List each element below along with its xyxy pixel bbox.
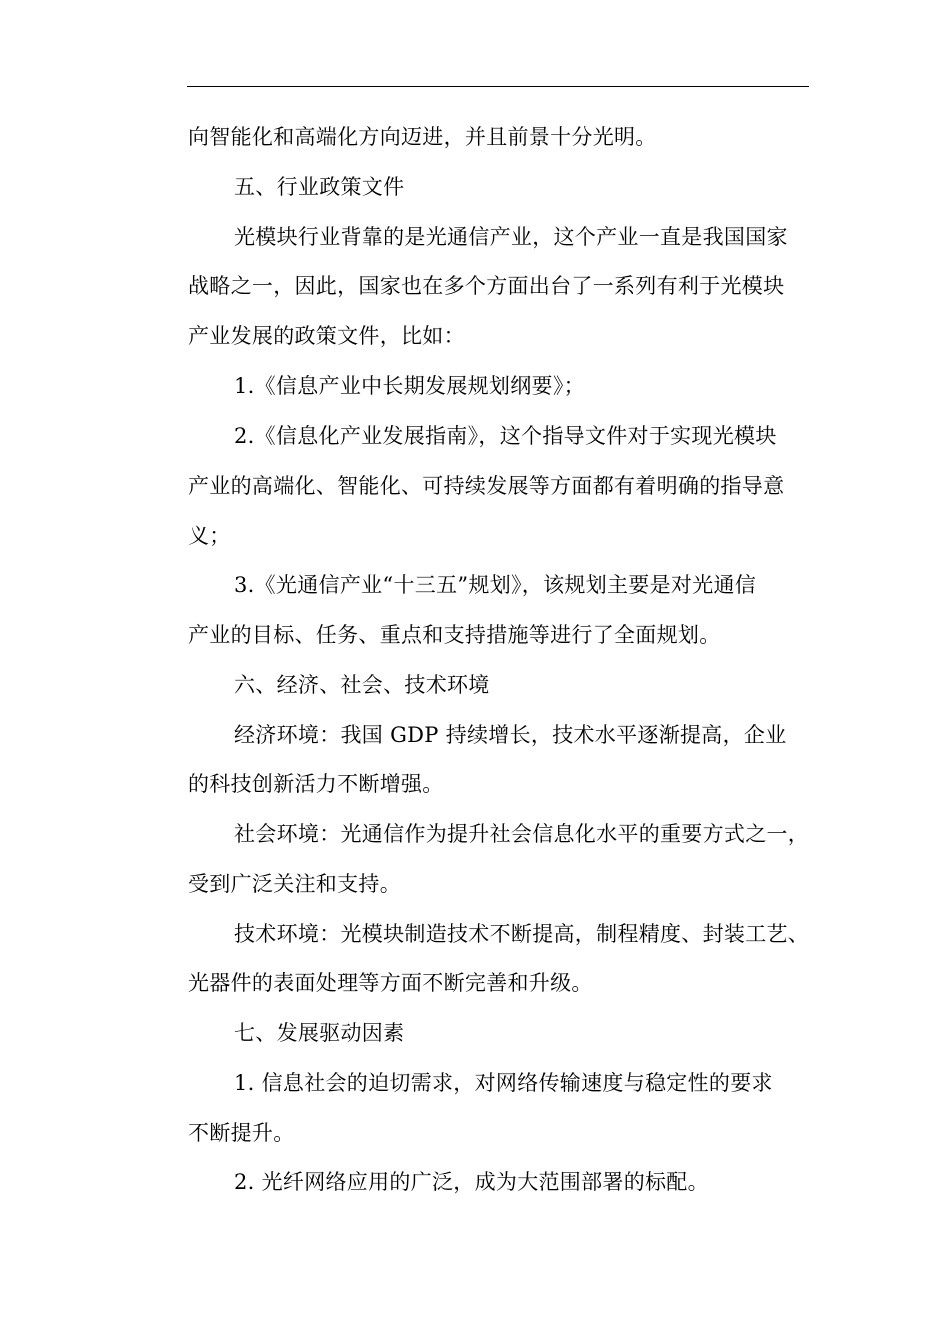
paragraph-line: 不断提升。: [188, 1121, 295, 1145]
paragraph-line: 技术环境：光模块制造技术不断提高，制程精度、封装工艺、: [234, 922, 810, 946]
paragraph-line: 义；: [188, 524, 231, 548]
paragraph-line: 产业的目标、任务、重点和支持措施等进行了全面规划。: [188, 623, 721, 647]
paragraph-line: 战略之一，因此，国家也在多个方面出台了一系列有利于光模块: [188, 274, 785, 298]
header-rule: [187, 86, 809, 87]
list-item: 3.《光通信产业“十三五”规划》，该规划主要是对光通信: [234, 573, 757, 597]
paragraph-line: 社会环境：光通信作为提升社会信息化水平的重要方式之一，: [234, 822, 810, 846]
paragraph-line: 经济环境：我国 GDP 持续增长，技术水平逐渐提高，企业: [234, 723, 787, 747]
section-heading: 七、发展驱动因素: [234, 1021, 405, 1045]
paragraph-line: 光器件的表面处理等方面不断完善和升级。: [188, 971, 593, 995]
list-item: 1. 信息社会的迫切需求，对网络传输速度与稳定性的要求: [234, 1071, 773, 1095]
section-heading: 六、经济、社会、技术环境: [234, 673, 490, 697]
paragraph-line: 的科技创新活力不断增强。: [188, 772, 444, 796]
paragraph-line: 光模块行业背靠的是光通信产业，这个产业一直是我国国家: [234, 225, 788, 249]
section-heading: 五、行业政策文件: [234, 175, 405, 199]
paragraph-line: 产业发展的政策文件，比如：: [188, 324, 465, 348]
paragraph-line: 向智能化和高端化方向迈进，并且前景十分光明。: [188, 125, 657, 149]
paragraph-line: 受到广泛关注和支持。: [188, 872, 401, 896]
list-item: 2.《信息化产业发展指南》，这个指导文件对于实现光模块: [234, 424, 777, 448]
list-item: 1.《信息产业中长期发展规划纲要》；: [234, 374, 585, 398]
paragraph-line: 产业的高端化、智能化、可持续发展等方面都有着明确的指导意: [188, 474, 785, 498]
list-item: 2. 光纤网络应用的广泛，成为大范围部署的标配。: [234, 1170, 709, 1194]
